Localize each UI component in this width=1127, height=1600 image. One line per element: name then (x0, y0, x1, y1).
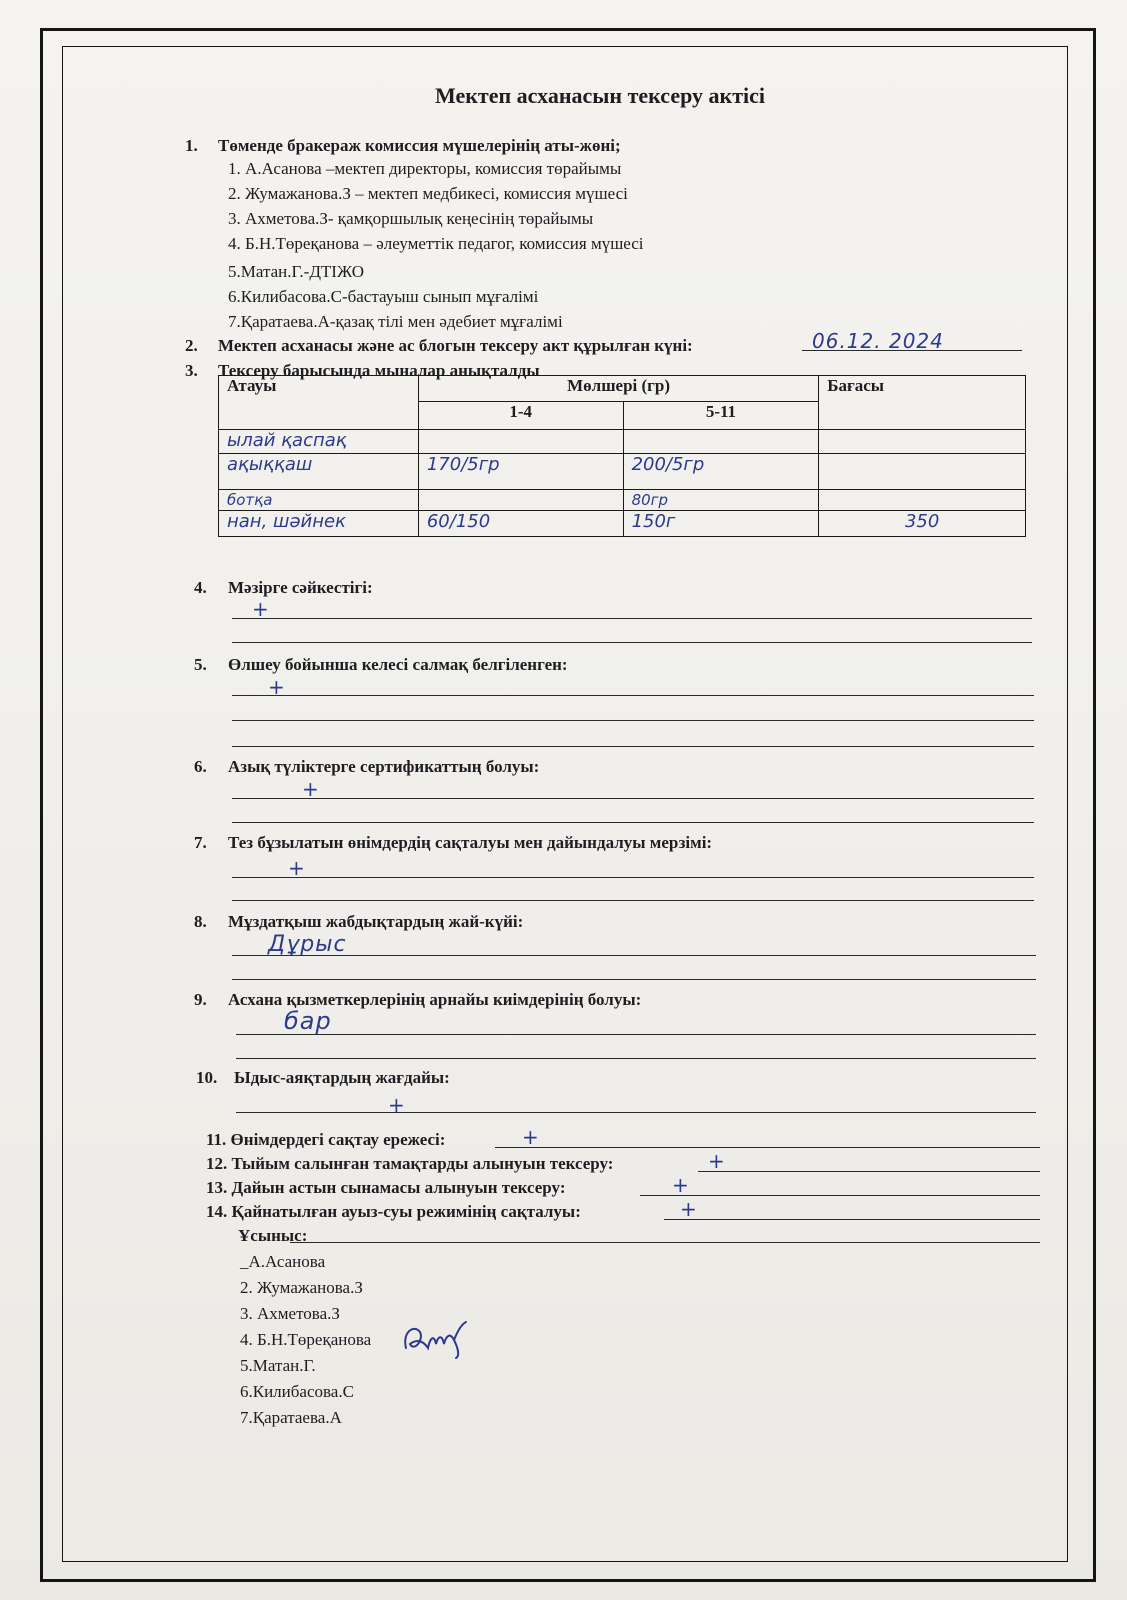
member-item: 7.Қаратаева.А-қазақ тілі мен әдебиет мұғалімі (228, 312, 563, 331)
section-10-heading: Ыдыс-аяқтардың жағдайы: (234, 1068, 450, 1087)
answer-line (232, 877, 1034, 878)
inspection-date: 06.12. 2024 (812, 329, 944, 353)
section-9-number: 9. (194, 990, 207, 1009)
section-1-number: 1. (185, 136, 198, 155)
section-14-label: 14. Қайнатылған ауыз-суы режимінің сақталуы: (206, 1202, 581, 1221)
row-g2: 150г (631, 511, 676, 532)
section-8-answer: Дұрыс (268, 932, 347, 957)
answer-line (232, 979, 1036, 980)
row-name: ботқа (227, 491, 273, 509)
answer-line (495, 1147, 1040, 1148)
row-g2: 80гр (631, 491, 669, 509)
row-name: ақыққаш (227, 454, 313, 475)
section-14-answer: + (680, 1197, 698, 1221)
section-8-number: 8. (194, 912, 207, 931)
member-item: 1. А.Асанова –мектеп директоры, комиссия төрайымы (228, 159, 622, 178)
inner-border (62, 46, 1068, 1562)
section-7-answer: + (288, 856, 306, 880)
section-11-label: 11. Өнімдердегі сақтау ережесі: (206, 1130, 446, 1149)
section-5-heading: Өлшеу бойынша келесі салмақ белгіленген: (228, 655, 568, 674)
answer-line (232, 900, 1034, 901)
answer-line (232, 642, 1032, 643)
answer-line (232, 822, 1034, 823)
signatory: 6.Килибасова.С (240, 1382, 354, 1401)
section-9-answer: бар (284, 1007, 332, 1035)
col-price-header: Бағасы (819, 376, 1026, 430)
answer-line (232, 746, 1034, 747)
section-10-answer: + (388, 1093, 406, 1117)
section-4-answer: + (252, 597, 270, 621)
member-item: 5.Матан.Г.-ДТІЖО (228, 262, 365, 281)
answer-line (232, 618, 1032, 619)
section-13-label: 13. Дайын астын сынамасы алынуын тексеру: (206, 1178, 566, 1197)
answer-line (640, 1195, 1040, 1196)
answer-line (232, 695, 1034, 696)
answer-line (664, 1219, 1040, 1220)
member-item: 3. Ахметова.З- қамқоршылық кеңесінің төрайымы (228, 209, 594, 228)
col-name-header: Атауы (219, 376, 419, 430)
section-6-number: 6. (194, 757, 207, 776)
table-row (219, 430, 1026, 454)
member-item: 4. Б.Н.Төреқанова – әлеуметтік педагог, комиссия мүшесі (228, 234, 644, 253)
row-g1: 170/5гр (426, 454, 500, 475)
row-g1: 60/150 (426, 511, 491, 532)
section-3-number: 3. (185, 361, 198, 380)
section-4-heading: Мәзірге сәйкестігі: (228, 578, 373, 597)
row-name: ылай қаспақ (227, 430, 347, 451)
col-amount-header: Мөлшері (гр) (418, 376, 818, 402)
section-1-heading: Төменде бракераж комиссия мүшелерінің аты-жөні; (218, 136, 621, 155)
table-row (219, 454, 1026, 490)
recommendation-label: Ұсыныс: (238, 1226, 308, 1245)
answer-line (232, 798, 1034, 799)
section-13-answer: + (672, 1173, 690, 1197)
page-title: Мектеп асханасын тексеру актісі (434, 83, 766, 108)
section-11-answer: + (522, 1125, 540, 1149)
section-7-number: 7. (194, 833, 207, 852)
handwritten-signature (400, 1318, 472, 1360)
answer-line (290, 1242, 1040, 1243)
member-item: 2. Жумажанова.З – мектеп медбикесі, комиссия мүшесі (228, 184, 628, 203)
section-8-heading: Мұздатқыш жабдықтардың жай-күйі: (228, 912, 524, 931)
answer-line (236, 1034, 1036, 1035)
answer-line (236, 1058, 1036, 1059)
table-row (219, 490, 1026, 511)
signatory: 5.Матан.Г. (240, 1356, 316, 1375)
section-5-answer: + (268, 675, 286, 699)
answer-line (236, 1112, 1036, 1113)
signatory: 2. Жумажанова.З (240, 1278, 363, 1297)
answer-line (698, 1171, 1040, 1172)
section-12-label: 12. Тыйым салынған тамақтарды алынуын тексеру: (206, 1154, 614, 1173)
row-price: 350 (904, 511, 940, 532)
section-7-heading: Тез бұзылатын өнімдердің сақталуы мен дайындалуы мерзімі: (228, 833, 713, 852)
section-12-answer: + (708, 1149, 726, 1173)
section-6-heading: Азық түліктерге сертификаттың болуы: (228, 757, 540, 776)
section-2-heading: Мектеп асханасы және ас блогын тексеру акт құрылған күні: (218, 336, 693, 355)
table-row (219, 511, 1026, 537)
signatory: 4. Б.Н.Төреқанова (240, 1330, 372, 1349)
col-grade-1-header: 1-4 (418, 402, 623, 430)
signatory: 7.Қаратаева.А (240, 1408, 342, 1427)
row-g2: 200/5гр (631, 454, 705, 475)
section-5-number: 5. (194, 655, 207, 674)
section-9-heading: Асхана қызметкерлерінің арнайы киімдерінің болуы: (228, 990, 642, 1009)
signatory: 3. Ахметова.З (240, 1304, 340, 1323)
answer-line (232, 955, 1036, 956)
member-item: 6.Килибасова.С-бастауыш сынып мұғалімі (228, 287, 539, 306)
section-10-number: 10. (196, 1068, 218, 1087)
section-3-heading: Тексеру барысында мыналар анықталды (218, 361, 540, 380)
answer-line (232, 720, 1034, 721)
section-2-number: 2. (185, 336, 198, 355)
section-4-number: 4. (194, 578, 207, 597)
section-6-answer: + (302, 777, 320, 801)
col-grade-2-header: 5-11 (623, 402, 819, 430)
signatory: _А.Асанова (240, 1252, 326, 1271)
row-name: нан, шәйнек (227, 511, 346, 532)
inspection-table (218, 375, 1026, 537)
